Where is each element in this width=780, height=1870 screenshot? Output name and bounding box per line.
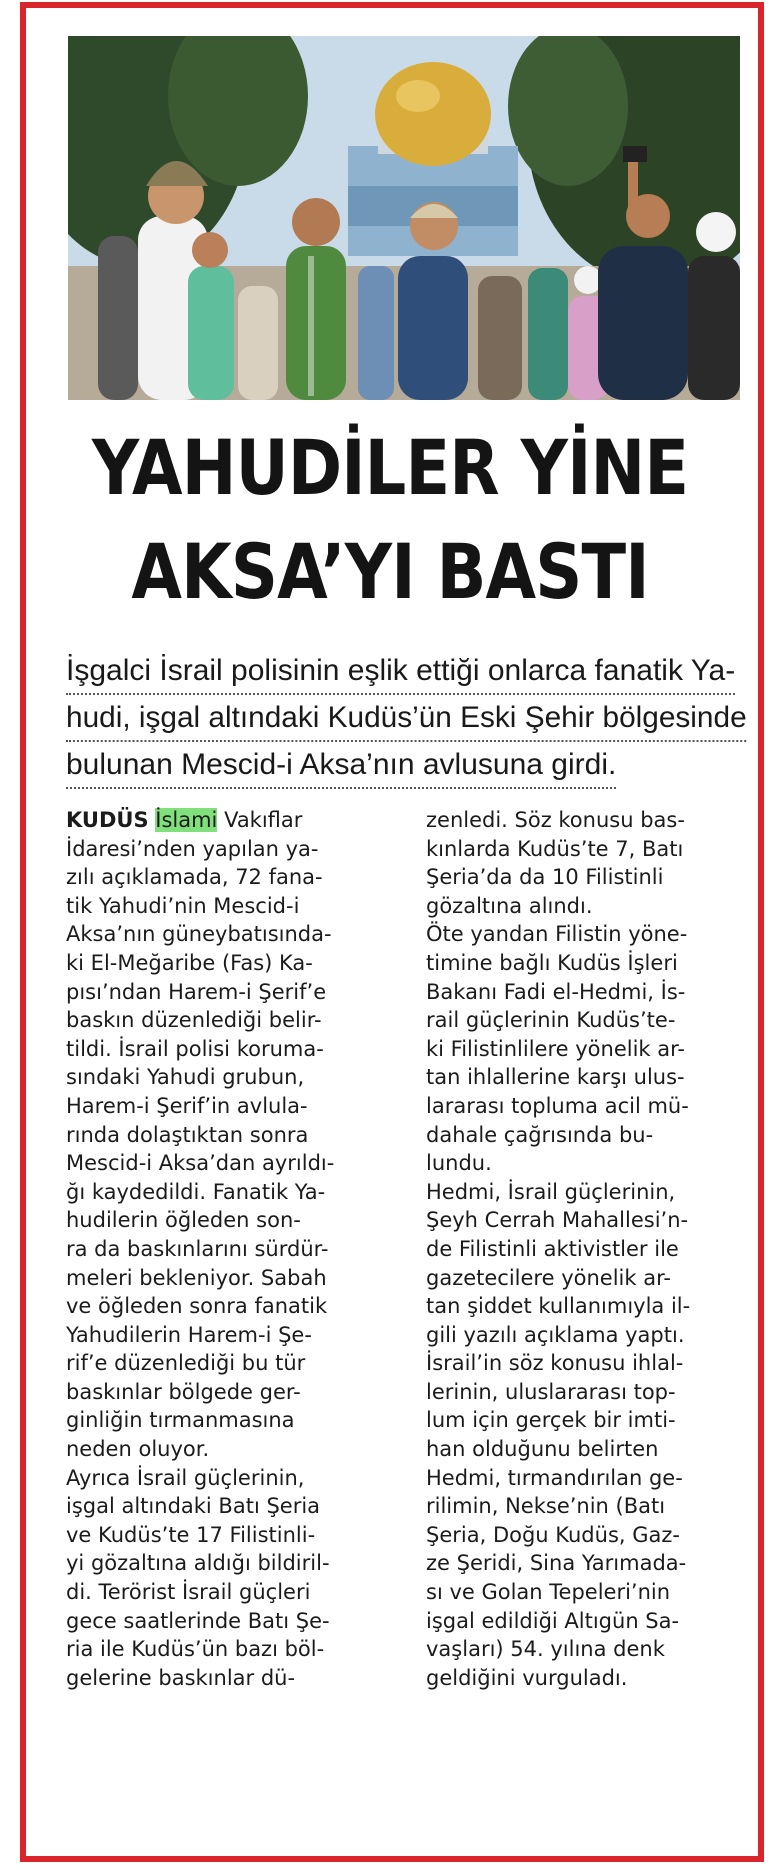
body-line: baskınlar bölgede ger- bbox=[66, 1379, 301, 1404]
body-line: zılı açıklamada, 72 fana- bbox=[66, 865, 323, 890]
body-line: Hedmi, İsrail güçlerinin, bbox=[426, 1179, 676, 1204]
body-line: lerinin, uluslararası top- bbox=[426, 1379, 676, 1404]
body-line: işgal altındaki Batı Şeria bbox=[66, 1494, 321, 1519]
body-line: gazetecilere yönelik ar- bbox=[426, 1265, 671, 1290]
body-line: tildi. İsrail polisi koruma- bbox=[66, 1036, 324, 1061]
body-line: meleri bekleniyor. Sabah bbox=[66, 1265, 327, 1290]
body-line: Yahudilerin Harem-i Şe- bbox=[66, 1322, 312, 1347]
body-line: kınlarda Kudüs’te 7, Batı bbox=[426, 836, 684, 861]
body-line: ki El-Meğaribe (Fas) Ka- bbox=[66, 950, 313, 975]
body-line: tik Yahudi’nin Mescid-i bbox=[66, 893, 300, 918]
body-line: rında dolaştıktan sonra bbox=[66, 1122, 309, 1147]
body-line: Mescid-i Aksa’dan ayrıldı- bbox=[66, 1151, 335, 1176]
body-line: ra da baskınlarını sürdür- bbox=[66, 1236, 329, 1261]
body-line: Aksa’nın güneybatısında- bbox=[66, 922, 332, 947]
body-line: Bakanı Fadi el-Hedmi, İs- bbox=[426, 979, 686, 1004]
body-line: ğı kaydedildi. Fanatik Ya- bbox=[66, 1179, 326, 1204]
body-line: sındaki Yahudi grubun, bbox=[66, 1065, 305, 1090]
body-line: di. Terörist İsrail güçleri bbox=[66, 1580, 311, 1605]
body-line: geldiğini vurguladı. bbox=[426, 1665, 628, 1690]
body-line: İdaresi’nden yapılan ya- bbox=[66, 836, 319, 861]
body-line: vaşları) 54. yılına denk bbox=[426, 1637, 665, 1662]
body-line: timine bağlı Kudüs İşleri bbox=[426, 950, 678, 975]
body-line: de Filistinli aktivistler ile bbox=[426, 1236, 679, 1261]
body-line: hudilerin öğleden son- bbox=[66, 1208, 301, 1233]
lead-paragraph bbox=[66, 648, 746, 789]
body-line: ki Filistinlilere yönelik ar- bbox=[426, 1036, 685, 1061]
dateline: KUDÜS bbox=[66, 808, 149, 832]
body-line: rif’e düzenlediği bu tür bbox=[66, 1351, 306, 1376]
body-line: lararası topluma acil mü- bbox=[426, 1093, 689, 1118]
body-line: Ayrıca İsrail güçlerinin, bbox=[66, 1465, 305, 1490]
body-line: pısı’ndan Harem-i Şerif’e bbox=[66, 979, 327, 1004]
highlighted-word: İslami bbox=[155, 808, 218, 832]
body-line: rail güçlerinin Kudüs’te- bbox=[426, 1008, 676, 1033]
body-line: Harem-i Şerif’in avlula- bbox=[66, 1093, 308, 1118]
body-line: Şeria’da da 10 Filistinli bbox=[426, 865, 664, 890]
body-line: sı ve Golan Tepeleri’nin bbox=[426, 1580, 671, 1605]
body-line: Şeyh Cerrah Mahallesi’n- bbox=[426, 1208, 689, 1233]
body-line: han olduğunu belirten bbox=[426, 1437, 659, 1462]
body-line: gili yazılı açıklama yaptı. bbox=[426, 1322, 685, 1347]
body-line: lum için gerçek bir imti- bbox=[426, 1408, 676, 1433]
body-line: tan ihlallerine karşı ulus- bbox=[426, 1065, 685, 1090]
body-line-fragment: Vakıflar bbox=[217, 808, 303, 832]
body-line: ginliğin tırmanmasına bbox=[66, 1408, 295, 1433]
headline-line-1: YAHUDİLER YİNE bbox=[91, 423, 689, 512]
body-line: baskın düzenlediği belir- bbox=[66, 1008, 322, 1033]
lead-line: hudi, işgal altındaki Kudüs’ün Eski Şehir bölgesinde bbox=[66, 695, 747, 742]
body-line: İsrail’in söz konusu ihlal- bbox=[426, 1351, 684, 1376]
body-column-1 bbox=[66, 806, 376, 1692]
body-first-line bbox=[66, 806, 376, 835]
lead-line: İşgalci İsrail polisinin eşlik ettiği onlarca fanatik Ya- bbox=[66, 648, 735, 695]
body-line: Şeria, Doğu Kudüs, Gaz- bbox=[426, 1522, 680, 1547]
body-line: ria ile Kudüs’ün bazı böl- bbox=[66, 1637, 325, 1662]
body-column-2 bbox=[426, 806, 736, 1692]
body-line: neden oluyor. bbox=[66, 1437, 210, 1462]
body-line: ze Şeridi, Sina Yarımada- bbox=[426, 1551, 687, 1576]
body-line: Öte yandan Filistin yöne- bbox=[426, 922, 688, 947]
article-photo bbox=[68, 36, 740, 400]
body-line: işgal edildiği Altıgün Sa- bbox=[426, 1608, 680, 1633]
body-line: gelerine baskınlar dü- bbox=[66, 1665, 296, 1690]
body-line: gece saatlerinde Batı Şe- bbox=[66, 1608, 330, 1633]
body-line: rilimin, Nekse’nin (Batı bbox=[426, 1494, 666, 1519]
headline-line-2: AKSA’YI BASTI bbox=[131, 527, 649, 616]
body-line: yi gözaltına aldığı bildiril- bbox=[66, 1551, 330, 1576]
lead-line: bulunan Mescid-i Aksa’nın avlusuna girdi. bbox=[66, 742, 616, 789]
body-line: ve öğleden sonra fanatik bbox=[66, 1294, 328, 1319]
body-line: Hedmi, tırmandırılan ge- bbox=[426, 1465, 683, 1490]
body-line: lundu. bbox=[426, 1151, 492, 1176]
body-line: gözaltına alındı. bbox=[426, 893, 593, 918]
body-line: dahale çağrısında bu- bbox=[426, 1122, 654, 1147]
body-line: tan şiddet kullanımıyla il- bbox=[426, 1294, 691, 1319]
body-line: zenledi. Söz konusu bas- bbox=[426, 808, 685, 832]
body-line: ve Kudüs’te 17 Filistinli- bbox=[66, 1522, 316, 1547]
